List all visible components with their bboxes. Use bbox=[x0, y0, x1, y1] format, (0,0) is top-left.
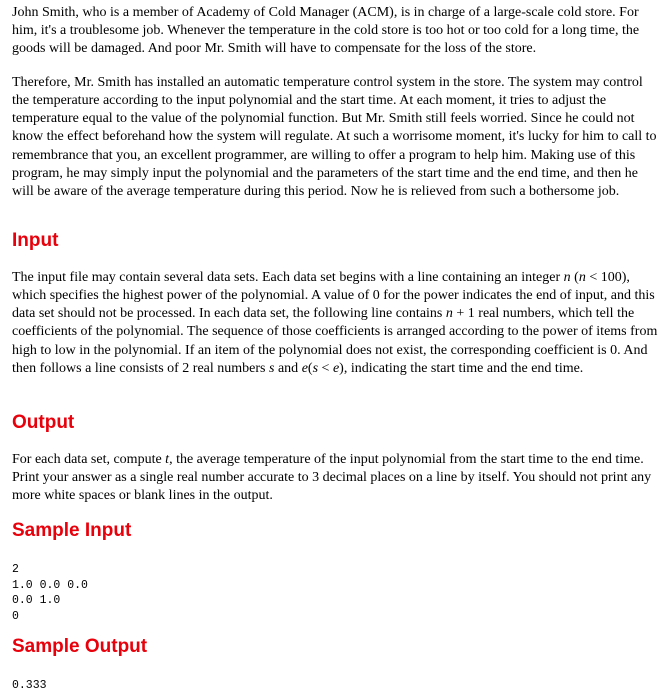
sample-output-heading: Sample Output bbox=[12, 636, 148, 657]
output-description: For each data set, compute t, the average temperature of the input polynomial from the start time to the end time. Print your answer as a single real number accurate to 3 decimal places on a line by itself. You should not print any more white spaces or blank lines in the output. bbox=[12, 452, 652, 504]
intro-paragraph-1: John Smith, who is a member of Academy of Cold Manager (ACM), is in charge of a large-scale cold store. For him, it's a troublesome job. Whenever the temperature in the cold store is too hot or too cold for a long time, the goods will be damaged. And poor Mr. Smith will have to compensate for the loss of the store. bbox=[12, 5, 640, 57]
sample-output-block: 0.333 bbox=[12, 679, 47, 692]
sample-input-block: 2 1.0 0.0 0.0 0.0 1.0 0 bbox=[12, 563, 88, 623]
input-description: The input file may contain several data sets. Each data set begins with a line containing an integer n (n < 100), which specifies the highest power of the polynomial. A value of 0 for the power indicates the end of input, and this data set should not be processed. In each data set, the following line contains n + 1 real numbers, which tell the coefficients of the polynomial. The sequence of those coefficients is arranged according to the power of items from high to low in the polynomial. If an item of the polynomial does not exist, the corresponding coefficient is 0. And then follows a line consists of 2 real numbers s and e(s < e), indicating the start time and the end time. bbox=[12, 270, 658, 376]
sample-input-heading: Sample Input bbox=[12, 520, 132, 541]
input-heading: Input bbox=[12, 230, 59, 251]
intro-paragraph-2: Therefore, Mr. Smith has installed an automatic temperature control system in the store. The system may control the temperature according to the input polynomial and the start time. At each moment, it tries to adjust the temperature equal to the value of the polynomial function. But Mr. Smith still feels worried. Since he could not know the effect beforehand how the system will regulate. At such a worrisome moment, it's lucky for him to call to remembrance that you, an excellent programmer, are willing to offer a program to help him. Making use of this program, he may simply input the polynomial and the parameters of the start time and the end time, and then he will be aware of the average temperature during this period. Now he is relieved from such a bothersome job. bbox=[12, 75, 657, 199]
output-heading: Output bbox=[12, 412, 75, 433]
